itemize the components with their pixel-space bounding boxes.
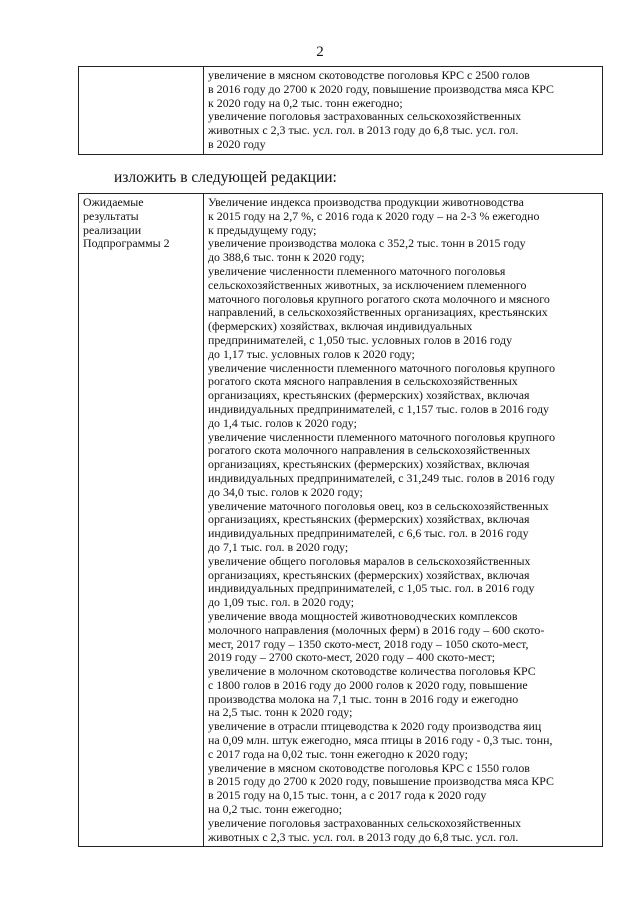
text-line: на 0,09 млн. штук ежегодно, мяса птицы в 2016 году - 0,3 тыс. тонн, <box>208 733 553 748</box>
text-line: рогатого скота мясного направления в сельскохозяйственных <box>208 374 518 389</box>
text-line: увеличение в молочном скотоводстве количества поголовья КРС <box>208 664 536 679</box>
main-table-right-cell <box>204 194 603 847</box>
text-line: на 2,5 тыс. тонн к 2020 году; <box>208 705 353 720</box>
text-line: организациях, крестьянских (фермерских) хозяйствах, включая <box>208 388 530 403</box>
text-line: увеличение в отрасли птицеводства к 2020 году производства яиц <box>208 719 542 734</box>
text-line: организациях, крестьянских (фермерских) хозяйствах, включая <box>208 512 530 527</box>
text-line: 2019 году – 2700 ското-мест, 2020 году – 400 ското-мест; <box>208 650 496 665</box>
text-line: животных с 2,3 тыс. усл. гол. в 2013 году до 6,8 тыс. усл. гол. <box>208 123 519 138</box>
text-line: до 1,17 тыс. условных голов к 2020 году; <box>208 346 415 361</box>
text-line: направлений, в сельскохозяйственных организациях, крестьянских <box>208 305 548 320</box>
text-line: увеличение в мясном скотоводстве поголовья КРС с 1550 голов <box>208 760 530 775</box>
text-line: сельскохозяйственных животных, за исключением племенного <box>208 277 527 292</box>
left-label-line: Ожидаемые <box>83 195 144 209</box>
text-line: маточного поголовья крупного рогатого скота молочного и мясного <box>208 291 550 306</box>
text-line: до 7,1 тыс. гол. в 2020 году; <box>208 539 349 554</box>
text-line: молочного направления (молочных ферм) в 2016 году – 600 ското- <box>208 622 545 637</box>
text-line: в 2016 году до 2700 к 2020 году, повышение производства мяса КРС <box>208 81 554 96</box>
text-line: до 1,4 тыс. голов к 2020 году; <box>208 415 357 430</box>
text-line: индивидуальных предпринимателей, с 1,157 тыс. голов в 2016 году <box>208 401 549 416</box>
text-line: к 2020 году на 0,2 тыс. тонн ежегодно; <box>208 95 403 110</box>
page-number: 2 <box>316 44 324 60</box>
text-line: производства молока на 7,1 тыс. тонн в 2016 году и ежегодно <box>208 691 519 706</box>
text-line: с 2017 года на 0,02 тыс. тонн ежегодно к 2020 году; <box>208 746 468 761</box>
top-table <box>78 66 603 155</box>
left-label-line: результаты <box>83 208 139 223</box>
left-label-line: Подпрограммы 2 <box>83 236 170 251</box>
text-line: к 2015 году на 2,7 %, с 2016 года к 2020 году – на 2-3 % ежегодно <box>208 208 540 223</box>
text-line: предпринимателей, с 1,050 тыс. условных голов в 2016 году <box>208 332 513 347</box>
text-line: организациях, крестьянских (фермерских) хозяйствах, включая <box>208 457 530 472</box>
text-line: увеличение общего поголовья маралов в сельскохозяйственных <box>208 553 531 568</box>
text-line: увеличение в мясном скотоводстве поголовья КРС с 2500 голов <box>208 68 530 82</box>
text-line: рогатого скота молочного направления в сельскохозяйственных <box>208 443 531 458</box>
text-line: (фермерских) хозяйствах, включая индивидуальных <box>208 319 473 334</box>
top-table-right-cell <box>204 67 603 155</box>
text-line: индивидуальных предпринимателей, с 6,6 тыс. гол. в 2016 году <box>208 526 529 541</box>
text-line: индивидуальных предпринимателей, с 1,05 тыс. гол. в 2016 году <box>208 581 535 596</box>
text-line: увеличение маточного поголовья овец, коз в сельскохозяйственных <box>208 498 549 513</box>
text-line: животных с 2,3 тыс. усл. гол. в 2013 году до 6,8 тыс. усл. гол. <box>208 829 519 844</box>
text-line: увеличение численности племенного маточного поголовья крупного <box>208 429 556 444</box>
text-line: в 2015 году на 0,15 тыс. тонн, а с 2017 года к 2020 году <box>208 788 487 803</box>
top-table-left-cell <box>79 67 204 155</box>
intro-text: изложить в следующей редакции: <box>114 169 337 186</box>
text-line: увеличение численности племенного маточного поголовья крупного <box>208 360 556 375</box>
text-line: в 2015 году до 2700 к 2020 году, повышение производства мяса КРС <box>208 774 554 789</box>
text-line: организациях, крестьянских (фермерских) хозяйствах, включая <box>208 567 530 582</box>
table-row <box>79 194 603 847</box>
text-line: с 1800 голов в 2016 году до 2000 голов к 2020 году, повышение <box>208 677 528 692</box>
text-line: Увеличение индекса производства продукции животноводства <box>208 195 524 209</box>
text-line: увеличение производства молока с 352,2 тыс. тонн в 2015 году <box>208 236 526 251</box>
text-line: мест, 2017 году – 1350 ското-мест, 2018 году – 1050 ското-мест, <box>208 636 529 651</box>
text-line: увеличение ввода мощностей животноводческих комплексов <box>208 608 518 623</box>
text-line: до 34,0 тыс. голов к 2020 году; <box>208 484 363 499</box>
text-line: увеличение численности племенного маточного поголовья <box>208 263 506 278</box>
text-line: до 388,6 тыс. тонн к 2020 году; <box>208 250 365 265</box>
text-line: на 0,2 тыс. тонн ежегодно; <box>208 802 343 817</box>
text-line: увеличение поголовья застрахованных сельскохозяйственных <box>208 109 522 124</box>
main-table <box>78 193 603 847</box>
text-line: до 1,09 тыс. гол. в 2020 году; <box>208 595 355 610</box>
left-label-line: реализации <box>83 222 142 237</box>
text-line: индивидуальных предпринимателей, с 31,249 тыс. голов в 2016 году <box>208 470 555 485</box>
text-line: увеличение поголовья застрахованных сельскохозяйственных <box>208 815 522 830</box>
main-table-left-cell <box>79 194 204 847</box>
table-row <box>79 67 603 155</box>
text-line: к предыдущему году; <box>208 222 317 237</box>
text-line: в 2020 году <box>208 136 266 151</box>
